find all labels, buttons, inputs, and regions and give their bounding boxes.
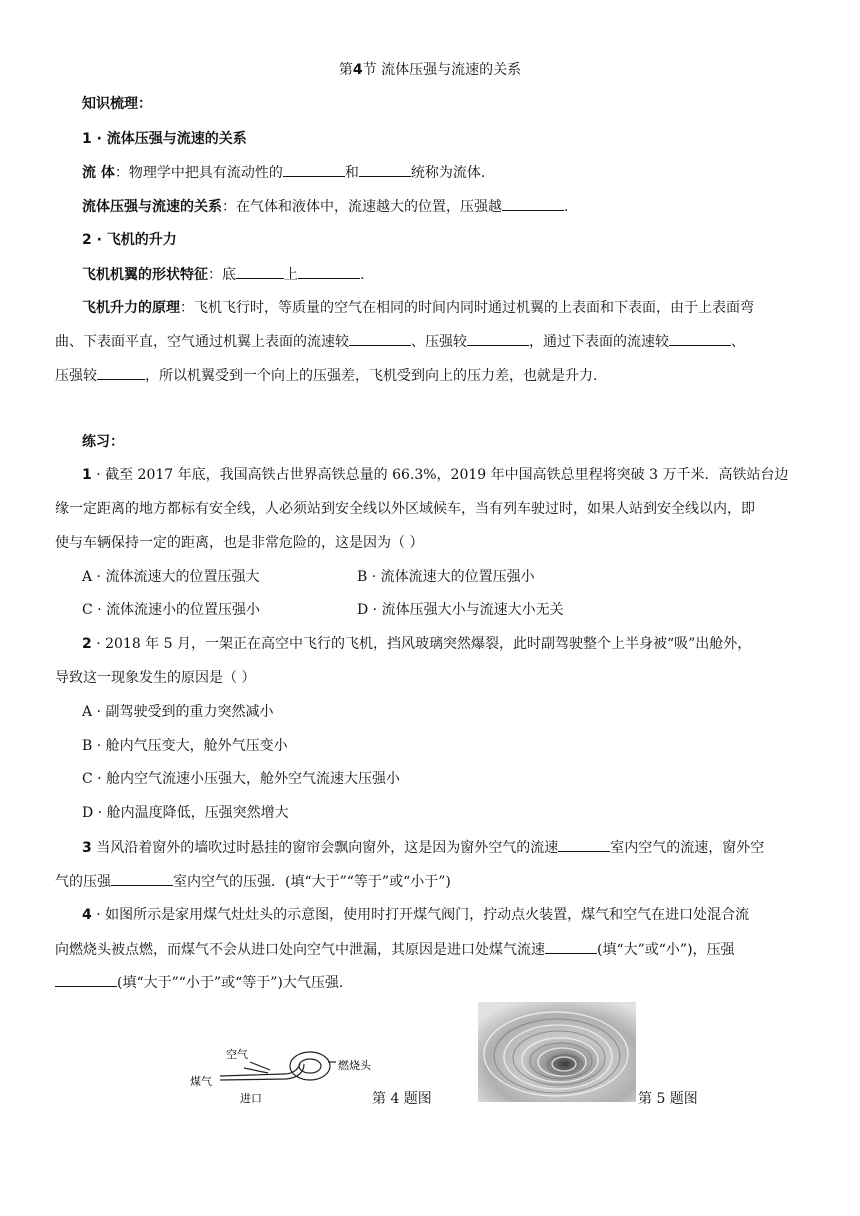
label-inlet: 进口 [240,1092,262,1105]
answer-blank[interactable] [283,162,345,177]
q1-option-c[interactable]: C · 流体流速小的位置压强小 [82,602,261,618]
answer-blank[interactable] [236,264,284,279]
q2-line1: 2 · 2018 年 5 月，一架正在高空中飞行的飞机，挡风玻璃突然爆裂，此时副驾驶整个上半身被“吸”出舱外， [82,636,752,652]
fig5-caption: 第 5 题图 [638,1091,698,1107]
q1-option-b[interactable]: B · 流体流速大的位置压强小 [357,569,535,585]
fig4-caption: 第 4 题图 [372,1091,432,1107]
q3-line2: 气的压强 室内空气的压强．(填“大于”“等于”或“小于”) [55,871,451,892]
q2-number: 2 [82,636,92,652]
lift-principle-line1: 飞机升力的原理：飞机飞行时，等质量的空气在相同的时间内同时通过机翼的上表面和下表面，由于上表面弯 [82,300,754,316]
q2-option-b[interactable]: B · 舱内气压变大，舱外气压变小 [82,738,288,754]
burner-head-inner [299,1059,321,1073]
answer-blank[interactable] [359,162,411,177]
answer-blank[interactable] [55,972,117,987]
q1-option-d[interactable]: D · 流体压强大小与流速大小无关 [357,602,564,618]
q1-line1: 1 · 截至 2017 年底，我国高铁占世界高铁总量的 66.3%，2019 年中国高铁总里程将突破 3 万千米．高铁站台边 [82,467,789,483]
q1-number: 1 [82,467,92,483]
q2-option-d[interactable]: D · 舱内温度降低，压强突然增大 [82,805,289,821]
q1-line2: 缘一定距离的地方都标有安全线，人必须站到安全线以外区域候车，当有列车驶过时，如果人站到安全线以内，即 [55,501,755,517]
q2-line2: 导致这一现象发生的原因是（ ） [55,670,256,686]
label-air: 空气 [226,1048,248,1061]
q4-line2: 向燃烧头被点燃，而煤气不会从进口处向空气中泄漏，其原因是进口处煤气流速 (填“大”或“小”)，压强 [55,939,735,960]
q2-option-a[interactable]: A · 副驾驶受到的重力突然减小 [82,704,274,720]
q4-number: 4 [82,907,92,923]
wing-shape: 飞机机翼的形状特征：底 上 . [82,264,364,285]
label-burner: 燃烧头 [338,1059,371,1072]
sec2-heading: 2 · 飞机的升力 [82,232,177,248]
air-stream-arrow [244,1068,268,1073]
burner-head-outer [290,1052,330,1080]
practice-heading: 练习： [82,434,124,450]
q3-line1: 3 当风沿着窗外的墙吹过时悬挂的窗帘会飘向窗外，这是因为窗外空气的流速 室内空气的流速，窗外空 [82,837,764,858]
answer-blank[interactable] [502,196,564,211]
answer-blank[interactable] [97,365,145,380]
q2-option-c[interactable]: C · 舱内空气流速小压强大，舱外空气流速大压强小 [82,771,401,787]
knowledge-heading: 知识梳理： [82,96,152,112]
section-title: 第4节 流体压强与流速的关系 [338,62,522,78]
lift-principle-line3: 压强较 ，所以机翼受到一个向上的压强差，飞机受到向上的压力差，也就是升力. [55,365,597,386]
fluid-definition: 流 体：物理学中把具有流动性的 和 统称为流体. [82,162,485,183]
section-number: 4 [352,62,363,78]
q1-option-a[interactable]: A · 流体流速大的位置压强大 [82,569,260,585]
answer-blank[interactable] [545,939,597,954]
sec1-heading: 1 · 流体压强与流速的关系 [82,131,247,147]
label-gas: 煤气 [190,1075,212,1088]
answer-blank[interactable] [669,331,731,346]
answer-blank[interactable] [349,331,411,346]
answer-blank[interactable] [467,331,529,346]
lift-principle-line2: 曲、下表面平直，空气通过机翼上表面的流速较 、压强较 ，通过下表面的流速较 、 [55,331,745,352]
air-stream-arrow [250,1062,270,1070]
q1-line3: 使与车辆保持一定的距离，也是非常危险的，这是因为（ ） [55,535,424,551]
water-vortex-photo [478,1002,636,1102]
q4-line1: 4 · 如图所示是家用煤气灶灶头的示意图，使用时打开煤气阀门，拧动点火装置，煤气和空气在进口处混合流 [82,907,750,923]
answer-blank[interactable] [111,871,173,886]
q3-number: 3 [82,840,92,856]
answer-blank[interactable] [298,264,360,279]
gas-burner-diagram [188,1040,388,1106]
q4-line3: (填“大于”“小于”或“等于”)大气压强. [55,972,343,993]
relation-definition: 流体压强与流速的关系：在气体和液体中，流速越大的位置，压强越 . [82,196,568,217]
answer-blank[interactable] [558,837,610,852]
